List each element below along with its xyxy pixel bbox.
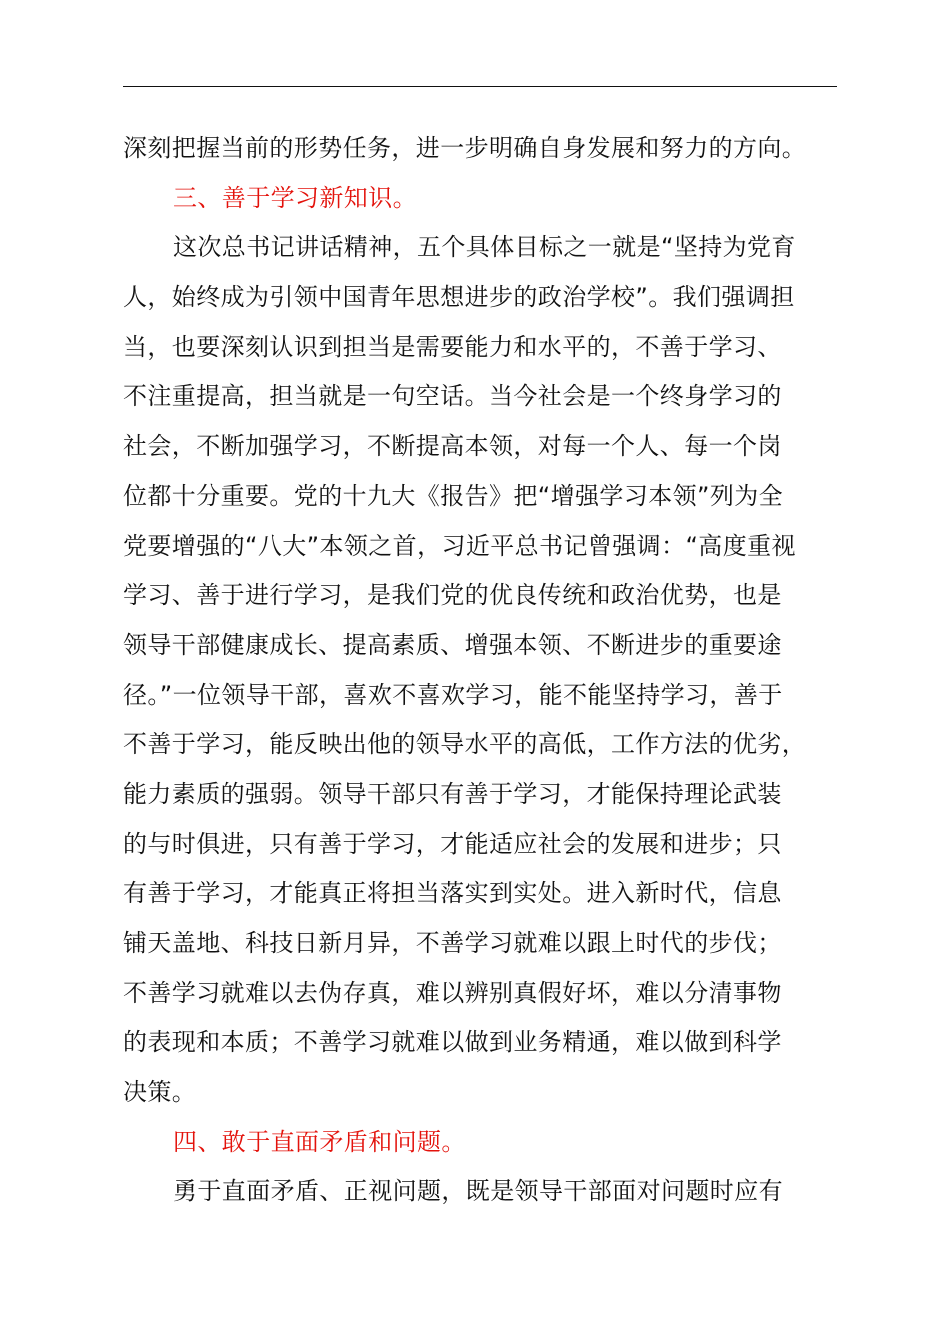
document-body (123, 124, 837, 1217)
text-line-15: 的与时俱进，只有善于学习，才能适应社会的发展和进步；只 (123, 829, 782, 858)
text-line-13: 不善于学习，能反映出他的领导水平的高低，工作方法的优劣， (123, 730, 807, 759)
text-line-8: 位都十分重要。党的十九大《报告》把“增强学习本领”列为全 (123, 481, 784, 510)
text-line-9: 党要增强的“八大”本领之首，习近平总书记曾强调：“高度重视 (123, 531, 796, 560)
text-line-19: 的表现和本质；不善学习就难以做到业务精通，难以做到科学 (123, 1028, 782, 1057)
text-line-4: 人，始终成为引领中国青年思想进步的政治学校”。我们强调担 (123, 283, 795, 312)
section-heading-4: 四、敢于直面矛盾和问题。 (173, 1127, 466, 1156)
text-line-16: 有善于学习，才能真正将担当落实到实处。进入新时代，信息 (123, 879, 782, 908)
header-rule (123, 86, 837, 87)
section-heading-3: 三、善于学习新知识。 (173, 183, 417, 212)
text-line-18: 不善学习就难以去伪存真，难以辨别真假好坏，难以分清事物 (123, 978, 782, 1007)
text-line-20: 决策。 (123, 1078, 197, 1107)
text-line-3: 这次总书记讲话精神，五个具体目标之一就是“坚持为党育 (173, 233, 796, 262)
text-line-5: 当，也要深刻认识到担当是需要能力和水平的，不善于学习、 (123, 332, 782, 361)
text-line-6: 不注重提高，担当就是一句空话。当今社会是一个终身学习的 (123, 382, 782, 411)
text-line-22: 勇于直面矛盾、正视问题，既是领导干部面对问题时应有 (173, 1177, 783, 1206)
text-line-10: 学习、善于进行学习，是我们党的优良传统和政治优势，也是 (123, 581, 782, 610)
text-line-11: 领导干部健康成长、提高素质、增强本领、不断进步的重要途 (123, 630, 782, 659)
text-line-1: 深刻把握当前的形势任务，进一步明确自身发展和努力的方向。 (123, 134, 807, 162)
text-line-14: 能力素质的强弱。领导干部只有善于学习，才能保持理论武装 (123, 779, 782, 808)
text-line-17: 铺天盖地、科技日新月异，不善学习就难以跟上时代的步伐； (123, 929, 782, 957)
text-line-7: 社会，不断加强学习，不断提高本领，对每一个人、每一个岗 (123, 432, 782, 461)
text-line-12: 径。”一位领导干部，喜欢不喜欢学习，能不能坚持学习，善于 (123, 680, 783, 709)
